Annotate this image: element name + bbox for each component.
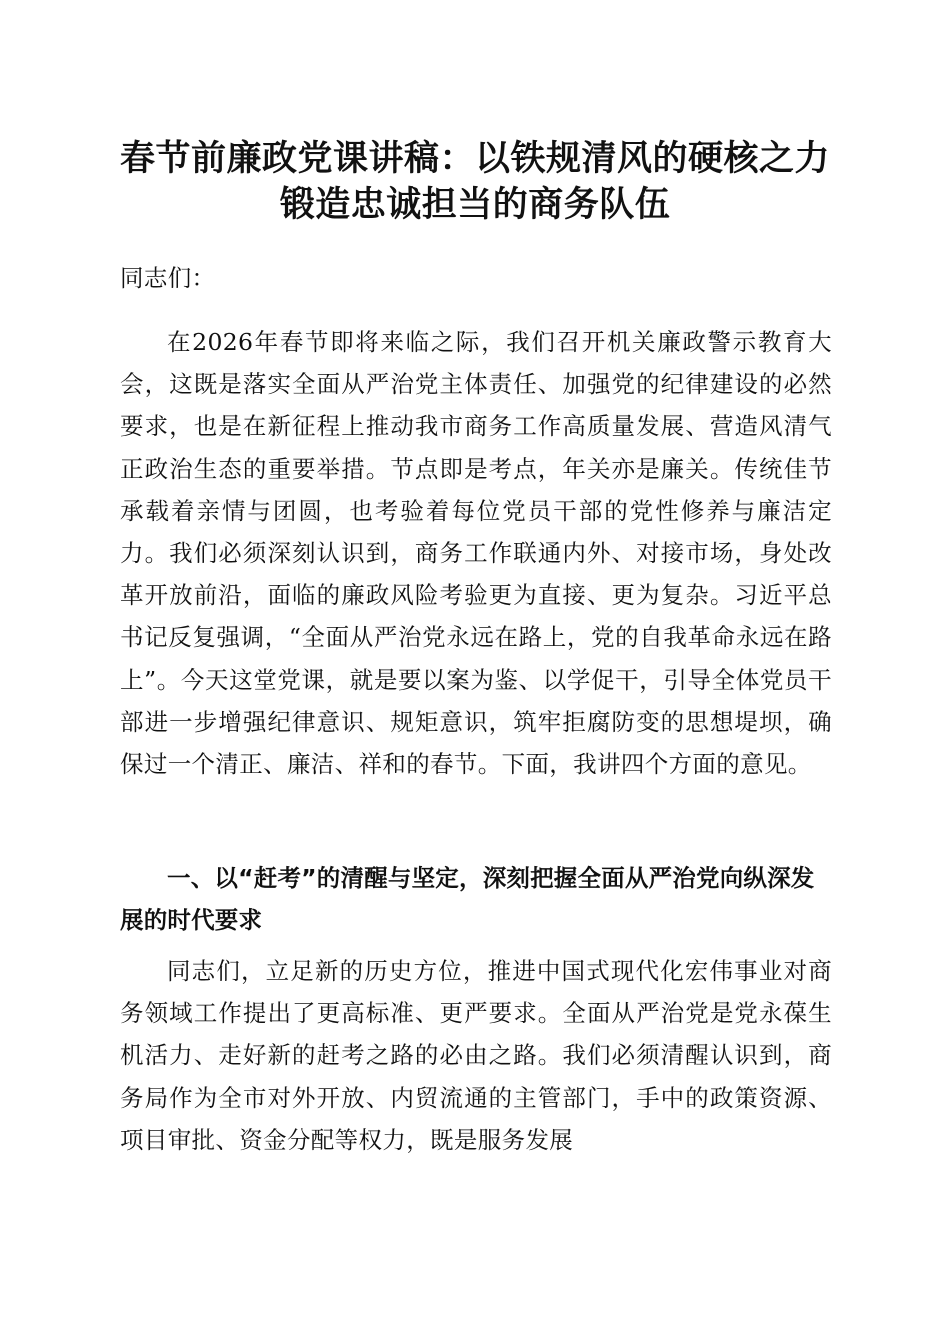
document-title-line-2: 锻造忠诚担当的商务队伍 (279, 184, 671, 225)
paragraph-section-1: 同志们，立足新的历史方位，推进中国式现代化宏伟事业对商务领域工作提出了更高标准、更严要求。全面从严治党是党永葆生机活力、走好新的赶考之路的必由之路。我们必须清醒认识到，商务局作为全市对外开放、内贸流通的主管部门，手中的政策资源、项目审批、资金分配等权力，既是服务发展 (120, 957, 832, 1154)
paragraph-intro: 在2026年春节即将来临之际，我们召开机关廉政警示教育大会，这既是落实全面从严治党主体责任、加强党的纪律建设的必然要求，也是在新征程上推动我市商务工作高质量发展、营造风清气正政治生态的重要举措。节点即是考点，年关亦是廉关。传统佳节承载着亲情与团圆，也考验着每位党员干部的党性修养与廉洁定力。我们必须深刻认识到，商务工作联通内外、对接市场，身处改革开放前沿，面临的廉政风险考验更为直接、更为复杂。习近平总书记反复强调，“全面从严治党永远在路上，党的自我革命永远在路上”。今天这堂党课，就是要以案为鉴、以学促干，引导全体党员干部进一步增强纪律意识、规矩意识，筑牢拒腐防变的思想堤坝，确保过一个清正、廉洁、祥和的春节。下面，我讲四个方面的意见。 (120, 328, 832, 779)
section-heading-1: 一、以“赶考”的清醒与坚定，深刻把握全面从严治党向纵深发展的时代要求 (120, 864, 815, 935)
salutation: 同志们： (120, 264, 216, 292)
document-title-line-1: 春节前廉政党课讲稿：以铁规清风的硬核之力 (119, 138, 830, 179)
